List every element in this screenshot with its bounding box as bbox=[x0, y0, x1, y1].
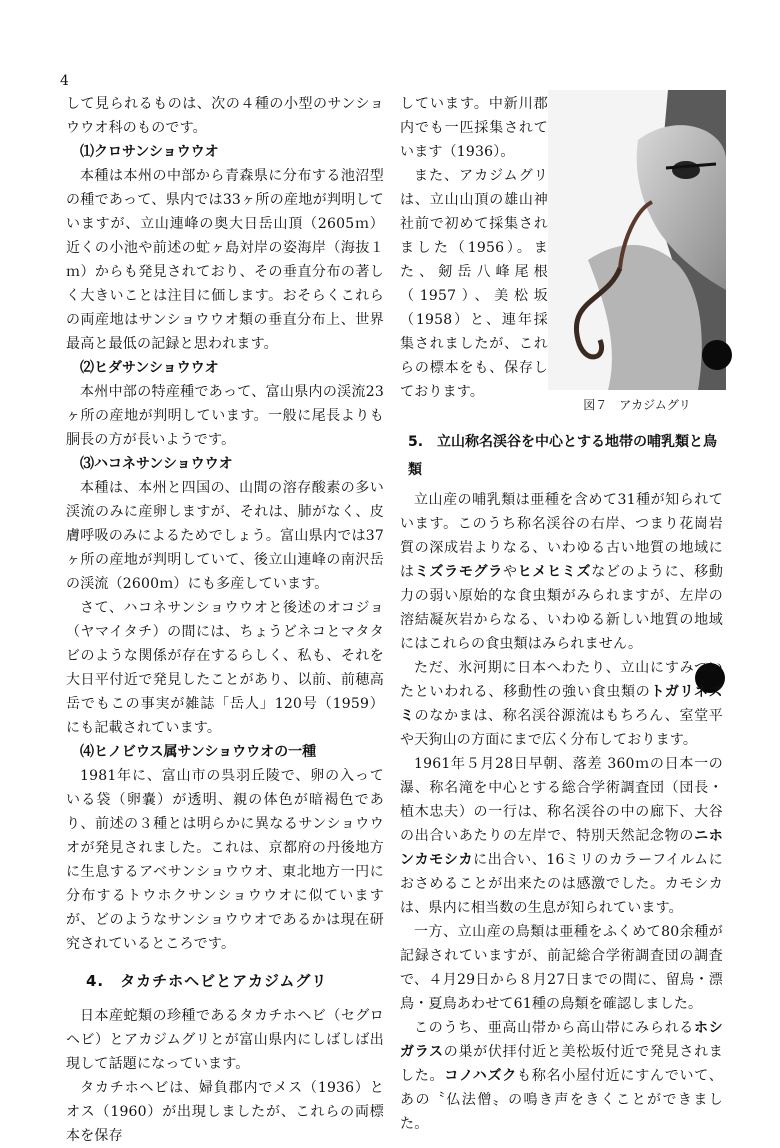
species-name: コノハズク bbox=[444, 1068, 518, 1084]
species-name: ニホンカモシカ bbox=[400, 828, 723, 868]
photo-illustration bbox=[548, 90, 726, 390]
text-run: や bbox=[502, 564, 518, 580]
text-run: も称名小屋付近にすんでいて、あの〝仏法僧〟の鳴き声をきくことができました。 bbox=[400, 1068, 723, 1132]
paragraph: 1981年に、富山市の呉羽丘陵で、卵の入っている袋（卵嚢）が透明、親の体色が暗褐色であり、前述の３種とは明らかに異なるサンショウウオが発見されました。これは、京都府の丹後地方に生息するアベサンショウウオ、東北地方一円に分布するトウホクサンショウウオに似ていますが、どのようなサンショウウオであるかは現在研究されているところです。 bbox=[66, 768, 384, 952]
subheading: ⑶ハコネサンショウウオ bbox=[80, 456, 233, 472]
right-top-column bbox=[400, 92, 548, 404]
subheading: ⑵ヒダサンショウウオ bbox=[80, 360, 219, 376]
paragraph bbox=[400, 1016, 723, 1136]
text-run: 1961年５月28日早朝、落差 360ｍの日本一の瀑、称名滝を中心とする総合学術調査団（団長・植木忠夫）の一行は、称名渓谷の中の廊下、大谷の出合いあたりの左岸で、特別天然記念物の bbox=[400, 756, 723, 844]
binding-hole-icon bbox=[702, 340, 732, 370]
text-run: このうち、亜高山帯から高山帯にみられる bbox=[414, 1020, 695, 1036]
paragraph: 本種は本州の中部から青森県に分布する池沼型の種であって、県内では33ヶ所の産地が判明していますが、立山連峰の奥大日岳山頂（2605ｍ）近くの小池や前述の虻ヶ島対岸の姿海岸（海抜１ｍ）からも発見されており、その垂直分布の著しく大きいことは注目に価します。おそらくこれらの両産地はサンショウウオ類の垂直分布上、世界最高と最低の記録と思われます。 bbox=[66, 168, 384, 352]
paragraph bbox=[400, 488, 723, 656]
paragraph: 日本産蛇類の珍種であるタカチホヘビ（セグロヘビ）とアカジムグリとが富山県内にしばしば出現して話題になっています。 bbox=[66, 1008, 384, 1072]
snake-photo bbox=[548, 90, 726, 390]
figure-caption: 図７ アカジムグリ bbox=[583, 398, 691, 412]
right-column bbox=[400, 428, 723, 1136]
subheading: ⑷ヒノビウス属サンショウウオの一種 bbox=[80, 744, 317, 760]
text-run: のなかまは、称名渓谷源流はもちろん、室堂平や天狗山の方面にまで広く分布しております。 bbox=[400, 708, 723, 748]
paragraph: して見られるものは、次の４種の小型のサンショウウオ科のものです。 bbox=[66, 96, 384, 136]
subheading: ⑴クロサンショウウオ bbox=[80, 144, 219, 160]
paragraph: さて、ハコネサンショウウオと後述のオコジョ（ヤマイタチ）の間には、ちょうどネコとマタタビのような関係が存在するらしく、私も、それを大日平付近で発見したことがあり、以前、前穂高岳でもこの事実が雑誌「岳人」120号（1959）にも記載されています。 bbox=[66, 600, 384, 736]
paragraph: また、アカジムグリは、立山山頂の雄山神社前で初めて採集されました（1956）。また、剱岳八峰尾根（1957）、美松坂（1958）と、連年採集されましたが、これらの標本をも、保存しております。 bbox=[400, 168, 548, 400]
text-run: の巣が伏拝付近と美松坂付近で発見されました。 bbox=[400, 1044, 723, 1084]
paragraph: 本種は、本州と四国の、山間の溶存酸素の多い渓流のみに産卵しますが、それは、肺がなく、皮膚呼吸のみによるためでしょう。富山県内では37ヶ所の産地が判明していて、後立山連峰の南沢岳の渓流（2600ｍ）にも多産しています。 bbox=[66, 480, 384, 592]
page-number: 4 bbox=[60, 73, 69, 89]
species-name: トガリネズミ bbox=[400, 684, 723, 724]
paragraph: 一方、立山産の鳥類は亜種をふくめて80余種が記録されていますが、前記総合学術調査団の調査で、４月29日から８月27日までの間に、留鳥・漂鳥・夏鳥あわせて61種の鳥類を確認しました。 bbox=[400, 924, 723, 1012]
paragraph bbox=[400, 656, 723, 752]
species-name: ヒメヒミズ bbox=[517, 564, 592, 580]
text-run: などのように、移動力の弱い原始的な食虫類がみられますが、左岸の溶結凝灰岩からなる、いわゆる新しい地質の地域にはこれらの食虫類はみられません。 bbox=[400, 564, 724, 652]
paragraph bbox=[400, 752, 723, 920]
paragraph: しています。中新川郡内でも一匹採集されています（1936）。 bbox=[400, 96, 548, 160]
text-run: ただ、氷河期に日本へわたり、立山にすみついたといわれる、移動性の強い食虫類の bbox=[400, 660, 723, 700]
species-name: ホシガラス bbox=[400, 1020, 723, 1060]
text-run: 立山産の哺乳類は亜種を含めて31種が知られています。このうち称名渓谷の右岸、つまり花崗岩質の深成岩よりなる、いわゆる古い地質の地域には bbox=[400, 492, 723, 580]
section-heading: 5. 立山称名渓谷を中心とする地帯の哺乳類と鳥類 bbox=[408, 434, 718, 478]
paragraph: 本州中部の特産種であって、富山県内の渓流23ヶ所の産地が判明しています。一般に尾長よりも胴長の方が長いようです。 bbox=[66, 384, 384, 448]
species-name: ミズラモグラ bbox=[414, 564, 503, 580]
paragraph: タカチホヘビは、婦負郡内でメス（1936）とオス（1960）が出現しましたが、これらの両標本を保存 bbox=[66, 1080, 384, 1144]
section-heading: 4. タカチホヘビとアカジムグリ bbox=[86, 972, 328, 990]
left-column bbox=[66, 92, 384, 1148]
text-run: に出合い、16ミリのカラーフイルムにおさめることが出来たのは感激でした。カモシカは、県内に相当数の生息が知られています。 bbox=[400, 852, 723, 916]
